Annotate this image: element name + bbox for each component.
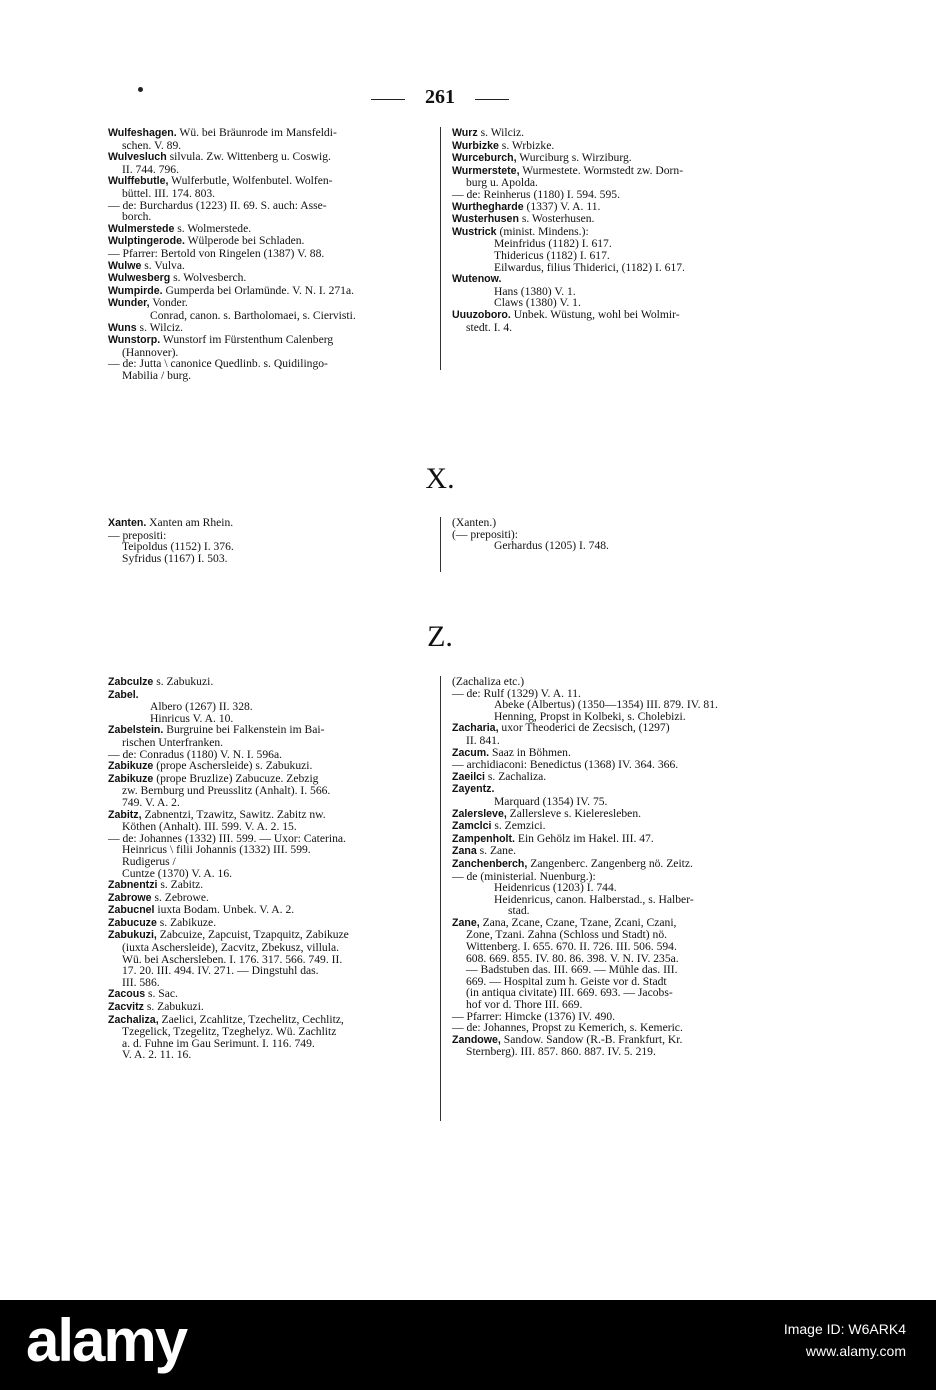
entry-headword: Zabculze (108, 676, 154, 688)
index-entry-line (452, 262, 782, 274)
entries-z-right (452, 676, 782, 1058)
entry-headword: Zabel. (108, 688, 139, 701)
entry-headword: Wurthegharde (452, 200, 524, 213)
index-entry (452, 722, 782, 735)
entry-text: (prope Aschersleide) s. Zabukuzi. (153, 759, 313, 773)
entries-x-left (108, 517, 430, 564)
entry-text: Tzegelick, Tzegelitz, Tzeghelyz. Wü. Zachlitz (122, 1025, 337, 1039)
entry-text: silvula. Zw. Wittenberg u. Coswig. (166, 150, 331, 164)
page-number: 261 (375, 86, 505, 109)
entry-text: Zallersleve s. Kieleresleben. (506, 806, 642, 820)
entry-text: Zana, Zcane, Czane, Tzane, Zcani, Czani, (479, 915, 677, 929)
entry-text: Vonder. (149, 296, 188, 310)
entry-text: s. Zane. (476, 844, 517, 858)
entry-text: (minist. Mindens.): (496, 224, 589, 238)
index-entry-line (452, 1046, 782, 1058)
entry-headword: Xanten. (108, 517, 147, 529)
entry-headword: Zacum. (452, 746, 490, 759)
entry-headword: Wurbizke (452, 139, 499, 152)
entry-text: 17. 20. III. 494. IV. 271. — Dingstuhl das. (122, 964, 319, 978)
entry-text: Claws (1380) V. 1. (494, 296, 581, 310)
entry-headword: Wulwe (108, 259, 142, 272)
entry-text: Zaelici, Zcahlitze, Tzechelitz, Cechlitz, (158, 1012, 344, 1026)
watermark-url: www.alamy.com (805, 1343, 906, 1359)
column-divider-top (440, 127, 441, 370)
entry-text: s. Wilciz. (477, 126, 525, 139)
entry-headword: Zane, (452, 916, 480, 929)
entry-text: Sternberg). III. 857. 860. 887. IV. 5. 219. (466, 1045, 656, 1059)
entry-text: Rudigerus / (122, 854, 176, 868)
entry-text: Saaz in Böhmen. (489, 745, 571, 759)
entry-text: — de: Johannes, Propst zu Kemerich, s. Kemeric. (452, 1021, 683, 1035)
entry-text: Conrad, canon. s. Bartholomaei, s. Ciervisti. (150, 308, 356, 322)
entry-text: — de: Conradus (1180) V. N. I. 596a. (108, 747, 282, 761)
entry-text: — Pfarrer: Bertold von Ringelen (1387) V. 88. (108, 246, 325, 260)
entry-text: Zabcuize, Zapcuist, Tzapquitz, Zabikuze (156, 928, 349, 942)
entry-headword: Wulfeshagen. (108, 127, 177, 139)
entry-text: s. Wosterhusen. (518, 212, 595, 226)
index-entry-line (108, 1049, 430, 1061)
entry-text: uxor Theoderici de Zecsisch, (1297) (498, 721, 670, 735)
entry-text: — de: Burchardus (1223) II. 69. S. auch: Asse- (108, 198, 327, 212)
entry-headword: Wusterhusen (452, 213, 519, 226)
entry-headword: Wuns (108, 321, 137, 334)
section-heading-x: X. (425, 462, 455, 495)
entry-text: — de: Rulf (1329) V. A. 11. (452, 686, 581, 700)
column-divider-x (440, 517, 441, 572)
entry-text: Teipoldus (1152) I. 376. (122, 540, 234, 554)
entry-headword: Wurz (452, 127, 478, 139)
entry-text: s. Zabukuzi. (153, 675, 214, 688)
entry-text: 749. V. A. 2. (122, 795, 180, 809)
entries-x-right (452, 517, 782, 552)
index-entry-line (108, 370, 430, 382)
entry-headword: Wumpirde. (108, 284, 163, 297)
entry-headword: Zaeilci (452, 770, 485, 783)
entry-headword: Zabitz, (108, 808, 142, 821)
entry-headword: Wulwesberg (108, 272, 171, 285)
index-entry (452, 189, 782, 201)
entry-headword: Wulvesluch (108, 151, 167, 164)
ink-dot (138, 87, 143, 92)
entry-text: Heinricus \ filii Johannis (1332) III. 599. (122, 843, 311, 857)
entry-text: Albero (1267) II. 328. (150, 700, 253, 714)
entry-text: (1337) V. A. 11. (523, 199, 601, 213)
entry-text: Sandow. Sandow (R.-B. Frankfurt, Kr. (500, 1032, 683, 1046)
entry-text: burg u. Apolda. (466, 176, 538, 190)
entry-headword: Wustrick (452, 225, 497, 238)
entry-text: Wulferbutle, Wolfenbutel. Wolfen- (168, 174, 333, 188)
index-entry-line (452, 540, 782, 552)
entry-text: hof vor d. Thore III. 669. (466, 998, 583, 1012)
entry-text: Marquard (1354) IV. 75. (494, 794, 608, 808)
watermark-info (784, 1318, 906, 1362)
entry-text: Unbek. Wüstung, wohl bei Wolmir- (510, 307, 680, 321)
index-entry (108, 676, 430, 689)
entry-text: Ein Gehölz im Hakel. III. 47. (514, 831, 654, 845)
entry-text: schen. V. 89. (122, 138, 182, 152)
entry-text: (prope Bruzlize) Zabucuze. Zebzig (153, 771, 319, 785)
entry-text: — de: Reinherus (1180) I. 594. 595. (452, 187, 620, 201)
entry-headword: Wulmerstede (108, 222, 175, 235)
entry-text: stad. (508, 904, 530, 918)
entry-headword: Uuuzoboro. (452, 308, 511, 321)
entry-headword: Wurceburch, (452, 152, 517, 165)
entry-text: 608. 669. 855. IV. 80. 86. 398. V. N. IV. 235a. (466, 951, 679, 965)
entry-text: 669. — Hospital zum h. Geiste vor d. Stadt (466, 974, 667, 988)
entry-text: Hinricus V. A. 10. (150, 711, 234, 725)
entry-text: s. Zemzici. (491, 819, 546, 833)
entry-text: (— prepositi): (452, 527, 519, 541)
entry-text: Zone, Tzani. Zahna (Schloss und Stadt) nö. (466, 928, 668, 942)
entry-text: Xanten am Rhein. (146, 516, 234, 529)
entry-text: V. A. 2. 11. 16. (122, 1048, 192, 1062)
entry-text: Köthen (Anhalt). III. 599. V. A. 2. 15. (122, 820, 297, 834)
entry-text: Heidenricus, canon. Halberstad., s. Halber- (494, 892, 694, 906)
index-entry (108, 200, 430, 212)
entry-headword: Wurmerstete, (452, 164, 520, 177)
entry-text: Gumperda bei Orlamünde. V. N. I. 271a. (162, 283, 355, 297)
entry-text: s. Zabikuze. (156, 915, 217, 929)
entry-text: II. 744. 796. (122, 162, 179, 176)
entry-text: Syfridus (1167) I. 503. (122, 551, 228, 565)
entry-text: s. Zabitz. (157, 878, 204, 892)
entry-text: s. Zachaliza. (484, 769, 547, 783)
entry-text: Cuntze (1370) V. A. 16. (122, 866, 233, 880)
entry-text: (Hannover). (122, 345, 179, 359)
entry-text: Meinfridus (1182) I. 617. (494, 237, 612, 251)
entry-text: s. Wilciz. (136, 320, 183, 334)
entry-text: — archidiaconi: Benedictus (1368) IV. 364. 366. (452, 758, 679, 772)
entry-headword: Zacous (108, 988, 146, 1001)
entry-headword: Zana (452, 845, 477, 858)
entry-headword: Zamclci (452, 820, 492, 833)
entry-text: (in antiqua civitate) III. 669. 693. — Jacobs- (466, 986, 673, 1000)
entry-headword: Zampenholt. (452, 832, 515, 845)
entry-headword: Zabelstein. (108, 724, 164, 737)
entry-headword: Zabukuzi, (108, 929, 157, 942)
entry-text: stedt. I. 4. (466, 320, 513, 334)
entry-text: III. 586. (122, 975, 160, 989)
entry-text: Mabilia / burg. (122, 368, 192, 382)
index-entry-line (108, 553, 430, 565)
entry-text: Wülperode bei Schladen. (184, 234, 305, 248)
entry-text: s. Sac. (145, 987, 178, 1001)
entry-text: Hans (1380) V. 1. (494, 284, 576, 298)
entry-text: iuxta Bodam. Unbek. V. A. 2. (154, 903, 295, 917)
entry-headword: Zachaliza, (108, 1013, 159, 1026)
entry-headword: Zabikuze (108, 760, 154, 773)
entry-text: zw. Bernburg und Preusslitz (Anhalt). I. 566. (122, 784, 331, 798)
entry-text: borch. (122, 210, 152, 224)
entry-text: Zabnentzi, Tzawitz, Sawitz. Zabitz nw. (141, 807, 326, 821)
entry-headword: Zabrowe (108, 891, 152, 904)
entry-headword: Zabucnel (108, 904, 155, 917)
entry-text: Henning, Propst in Kolbeki, s. Cholebizi. (494, 709, 686, 723)
entry-headword: Wulffebutle, (108, 175, 169, 188)
watermark-logo: alamy (26, 1307, 187, 1374)
entry-text: Wurciburg s. Wirziburg. (516, 151, 632, 165)
entry-text: a. d. Fuhne im Gau Serimunt. I. 116. 749. (122, 1036, 315, 1050)
entry-text: Abeke (Albertus) (1350—1354) III. 879. IV. 81. (494, 698, 718, 712)
watermark-image-id: Image ID: W6ARK4 (783, 1321, 906, 1337)
entry-headword: Wunstorp. (108, 334, 161, 347)
entry-text: Wunstorf im Fürstenthum Calenberg (160, 333, 334, 347)
entry-text: (Zachaliza etc.) (452, 675, 525, 688)
entry-text: s. Zabukuzi. (143, 1000, 204, 1014)
entry-headword: Wutenow. (452, 273, 502, 286)
entry-text: (Xanten.) (452, 516, 497, 529)
entry-text: büttel. III. 174. 803. (122, 186, 216, 200)
entry-text: s. Wrbizke. (498, 138, 555, 152)
index-entry-line (108, 211, 430, 223)
entry-text: — Pfarrer: Himcke (1376) IV. 490. (452, 1009, 616, 1023)
index-entry-line (452, 322, 782, 334)
entry-headword: Zabnentzi (108, 879, 158, 892)
entry-text: Wü. bei Aschersleben. I. 176. 317. 566. 749. II. (122, 952, 343, 966)
entry-headword: Wunder, (108, 297, 150, 310)
index-entry (452, 201, 782, 214)
entry-text: — Badstuben das. III. 669. — Mühle das. III. (466, 963, 678, 977)
index-entry (452, 771, 782, 784)
index-entry (108, 260, 430, 273)
column-divider-z (440, 676, 441, 1121)
entry-text: s. Wolmerstede. (174, 221, 252, 235)
entry-text: Gerhardus (1205) I. 748. (494, 539, 609, 553)
entry-text: (iuxta Aschersleide), Zacvitz, Zbekusz, villula. (122, 941, 339, 955)
entry-headword: Zalersleve, (452, 807, 507, 820)
entry-headword: Zanchenberch, (452, 857, 528, 870)
entry-text: rischen Unterfranken. (122, 735, 224, 749)
entry-text: Wü. bei Bräunrode im Mansfeldi- (176, 126, 337, 139)
entry-text: — prepositi: (108, 528, 167, 542)
entry-headword: Zacharia, (452, 722, 499, 735)
entries-top-left (108, 127, 430, 381)
entry-headword: Zabikuze (108, 772, 154, 785)
entry-text: Wurmestete. Wormstedt zw. Dorn- (519, 163, 684, 177)
entry-text: Heidenricus (1203) I. 744. (494, 881, 617, 895)
entry-headword: Zabucuze (108, 916, 157, 929)
entry-text: s. Vulva. (141, 258, 185, 272)
entry-text: Eilwardus, filius Thiderici, (1182) I. 617. (494, 260, 685, 274)
entry-text: — de: Johannes (1332) III. 599. — Uxor: Caterina. (108, 831, 346, 845)
entry-text: s. Wolvesberch. (170, 271, 247, 285)
entry-text: s. Zebrowe. (151, 890, 209, 904)
entry-text: Zangenberc. Zangenberg nö. Zeitz. (527, 856, 693, 870)
entry-headword: Wulptingerode. (108, 235, 185, 248)
entry-text: II. 841. (466, 733, 500, 747)
section-heading-z: Z. (427, 620, 453, 653)
entry-text: — de: Jutta \ canonice Quedlinb. s. Quidilingo- (108, 357, 328, 371)
entries-z-left (108, 676, 430, 1061)
entry-headword: Zacvitz (108, 1001, 144, 1014)
entry-headword: Zayentz. (452, 783, 495, 796)
entry-text: Burgruine bei Falkenstein im Bai- (163, 723, 325, 737)
entry-text: Thidericus (1182) I. 617. (494, 248, 610, 262)
entry-text: Wittenberg. I. 655. 670. II. 726. III. 506. 594. (466, 940, 677, 954)
entry-text: — de (ministerial. Nuenburg.): (452, 869, 596, 883)
index-entry-line (452, 894, 782, 906)
entries-top-right (452, 127, 782, 333)
entry-headword: Zandowe, (452, 1033, 501, 1046)
